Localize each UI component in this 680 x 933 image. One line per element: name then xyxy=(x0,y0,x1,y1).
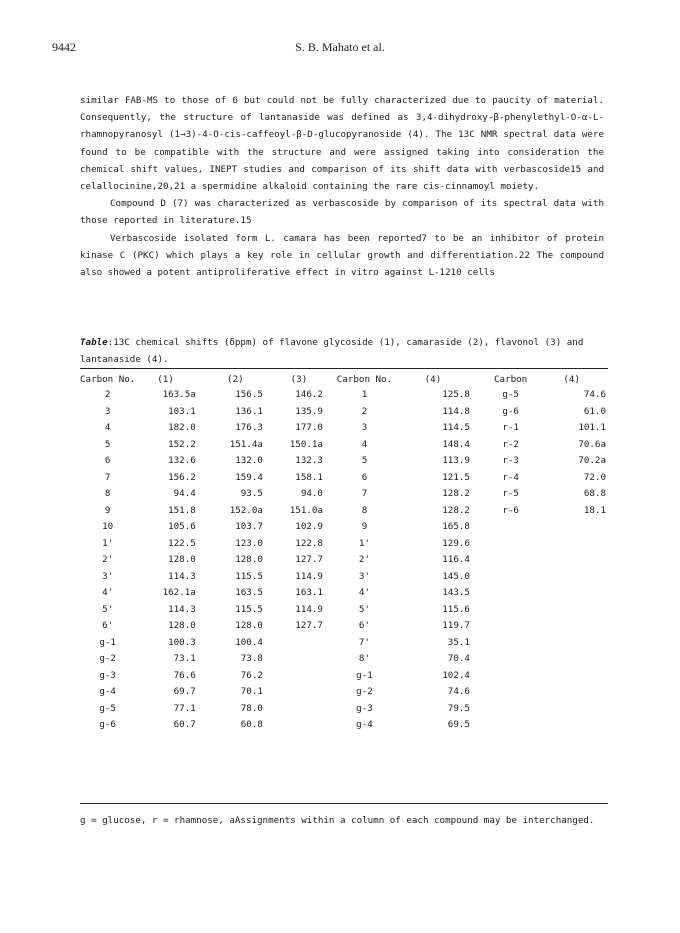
cell-carbon-a: 2' xyxy=(102,554,114,565)
page-header xyxy=(52,40,628,56)
cell-shift-2: 128.0 xyxy=(235,620,263,631)
cell-shift-2: 163.5 xyxy=(235,587,263,598)
cell-carbon-b: 8' xyxy=(358,653,370,664)
cell-shift-1: 128.0 xyxy=(168,620,196,631)
cell-shift-3: 127.7 xyxy=(295,620,323,631)
cell-shift-1: 114.3 xyxy=(168,570,196,582)
cell-carbon-a: g-1 xyxy=(99,636,116,648)
cell-shift-1: 156.2 xyxy=(168,471,196,483)
table-row xyxy=(80,684,608,701)
cell-shift-4b xyxy=(537,651,608,668)
cell-carbon-c: g-6 xyxy=(502,405,519,417)
cell-shift-1: 76.6 xyxy=(173,669,196,681)
cell-shift-4b xyxy=(537,585,608,602)
cell-carbon-a: 6' xyxy=(102,620,114,631)
cell-shift-2: 76.2 xyxy=(240,669,263,681)
cell-shift-2: 152.0a xyxy=(229,504,263,516)
table-top-rule xyxy=(80,368,608,369)
table-footnote: g = glucose, r = rhamnose, aAssignments within a column of each compound may be interchanged. xyxy=(80,815,595,826)
cell-carbon-b: 8 xyxy=(361,504,368,516)
cell-carbon-a: 3' xyxy=(102,570,114,582)
nmr-table xyxy=(80,373,608,734)
cell-carbon-b: 6 xyxy=(361,471,368,483)
table-caption xyxy=(80,334,610,368)
cell-carbon-b: 5 xyxy=(361,455,368,466)
cell-shift-2: 100.4 xyxy=(235,636,263,648)
cell-carbon-c: g-5 xyxy=(502,389,519,400)
cell-shift-3 xyxy=(275,717,333,734)
running-authors: S. B. Mahato et al. xyxy=(295,40,385,54)
cell-shift-3: 158.1 xyxy=(295,471,323,483)
cell-shift-1: 69.7 xyxy=(173,686,196,697)
cell-carbon-a: 6 xyxy=(104,455,111,466)
cell-carbon-c: r-4 xyxy=(502,471,519,483)
cell-shift-2: 128.0 xyxy=(235,554,263,565)
cell-shift-2: 93.5 xyxy=(240,488,263,499)
cell-carbon-c xyxy=(484,651,537,668)
cell-shift-4b xyxy=(537,701,608,718)
table-row xyxy=(80,717,608,734)
cell-carbon-b: g-1 xyxy=(356,669,373,681)
cell-shift-3: 163.1 xyxy=(295,587,323,598)
cell-carbon-b: 6' xyxy=(358,620,370,631)
cell-shift-3 xyxy=(275,668,333,685)
cell-shift-4b: 70.2a xyxy=(578,455,606,466)
cell-shift-3 xyxy=(275,701,333,718)
cell-shift-1: 122.5 xyxy=(168,537,196,549)
table-row xyxy=(80,404,608,421)
cell-shift-3 xyxy=(275,635,333,652)
cell-shift-4: 114.8 xyxy=(442,405,470,417)
cell-carbon-a: 10 xyxy=(102,521,114,532)
cell-carbon-a: 1' xyxy=(102,537,114,549)
cell-carbon-a: g-2 xyxy=(99,653,116,664)
cell-shift-4b xyxy=(537,569,608,586)
cell-carbon-a: 4' xyxy=(102,587,114,598)
cell-carbon-a: 9 xyxy=(104,504,111,516)
header-carbon-a: Carbon No. xyxy=(80,374,136,385)
table-row xyxy=(80,635,608,652)
cell-carbon-b: g-2 xyxy=(356,686,373,697)
table-row xyxy=(80,618,608,635)
table-row xyxy=(80,668,608,685)
cell-carbon-b: 5' xyxy=(358,603,370,615)
cell-shift-1: 152.2 xyxy=(168,438,196,450)
cell-shift-4b: 74.6 xyxy=(583,389,606,400)
cell-shift-4: 35.1 xyxy=(447,636,470,648)
cell-shift-1: 105.6 xyxy=(168,521,196,532)
cell-carbon-b: 2' xyxy=(358,554,370,565)
cell-carbon-a: g-3 xyxy=(99,669,116,681)
cell-shift-1: 162.1a xyxy=(162,587,196,598)
table-row xyxy=(80,519,608,536)
cell-shift-1: 128.0 xyxy=(168,554,196,565)
cell-carbon-c xyxy=(484,701,537,718)
cell-shift-4b xyxy=(537,684,608,701)
header-col-4b: (4) xyxy=(563,374,580,385)
cell-carbon-c: r-6 xyxy=(502,504,519,516)
cell-carbon-c: r-2 xyxy=(502,438,519,450)
cell-shift-2: 159.4 xyxy=(235,471,263,483)
cell-carbon-b: g-4 xyxy=(356,719,373,730)
cell-shift-4b xyxy=(537,618,608,635)
cell-shift-4: 79.5 xyxy=(447,702,470,714)
cell-carbon-a: 8 xyxy=(104,488,111,499)
cell-shift-4: 113.9 xyxy=(442,455,470,466)
cell-shift-3: 177.0 xyxy=(295,422,323,433)
cell-carbon-c xyxy=(484,602,537,619)
paragraph-1: similar FAB-MS to those of 6 but could not be fully characterized due to paucity of material. Consequently, the structure of lantanaside was defined as 3,4-dihydroxy-β-phenylethyl-O-α-L-rhamnopyranosyl (1→3)-4-O-cis-caffeoyl-β-D-glucopyranoside (4). The 13C NMR spectral data were found to be compatible with the structure and were assigned taking into consideration the chemical shift values, INEPT studies and comparison of its shift data with verbascoside15 and celallocinine,20,21 a spermidine alkaloid containing the rare cis-cinnamoyl moiety. xyxy=(80,95,604,193)
cell-shift-2: 78.0 xyxy=(240,702,263,714)
cell-shift-3 xyxy=(275,651,333,668)
cell-shift-1: 73.1 xyxy=(173,653,196,664)
table-row xyxy=(80,585,608,602)
cell-shift-4b xyxy=(537,519,608,536)
cell-carbon-c xyxy=(484,552,537,569)
page-number: 9442 xyxy=(52,40,76,54)
cell-shift-4b xyxy=(537,536,608,553)
cell-shift-3: 135.9 xyxy=(295,405,323,417)
header-col-3: (3) xyxy=(290,374,308,385)
cell-shift-2: 151.4a xyxy=(229,438,263,450)
cell-carbon-c xyxy=(484,585,537,602)
cell-carbon-c xyxy=(484,684,537,701)
cell-shift-4: 128.2 xyxy=(442,488,470,499)
cell-shift-2: 115.5 xyxy=(235,570,263,582)
cell-shift-4: 148.4 xyxy=(442,438,470,450)
cell-carbon-b: 4 xyxy=(361,438,368,450)
cell-shift-3: 94.0 xyxy=(300,488,323,499)
cell-shift-4b xyxy=(537,635,608,652)
cell-shift-3: 114.9 xyxy=(295,603,323,615)
cell-shift-2: 176.3 xyxy=(235,422,263,433)
cell-shift-4: 119.7 xyxy=(442,620,470,631)
cell-shift-2: 123.0 xyxy=(235,537,263,549)
cell-carbon-b: 3 xyxy=(361,422,368,433)
cell-carbon-b: 7 xyxy=(361,488,368,499)
cell-carbon-b: 1 xyxy=(361,389,368,400)
cell-carbon-a: 3 xyxy=(104,405,111,417)
cell-shift-4: 102.4 xyxy=(442,669,470,681)
cell-shift-4: 115.6 xyxy=(442,603,470,615)
cell-carbon-b: g-3 xyxy=(356,702,373,714)
cell-shift-1: 163.5a xyxy=(162,389,196,400)
table-row xyxy=(80,503,608,520)
cell-shift-1: 114.3 xyxy=(168,603,196,615)
cell-carbon-c xyxy=(484,717,537,734)
cell-carbon-b: 2 xyxy=(361,405,368,417)
cell-carbon-a: 5' xyxy=(102,603,114,615)
cell-shift-3: 127.7 xyxy=(295,554,323,565)
cell-shift-3: 151.0a xyxy=(289,504,323,516)
cell-carbon-a: 2 xyxy=(104,389,111,400)
cell-shift-1: 103.1 xyxy=(168,405,196,417)
table-header-row xyxy=(80,373,608,387)
table-row xyxy=(80,569,608,586)
cell-shift-3: 150.1a xyxy=(289,438,323,450)
cell-shift-4: 125.8 xyxy=(442,389,470,400)
cell-carbon-a: 7 xyxy=(104,471,111,483)
cell-carbon-a: g-6 xyxy=(99,719,116,730)
cell-shift-4b: 68.8 xyxy=(583,488,606,499)
table-row xyxy=(80,453,608,470)
cell-carbon-b: 1' xyxy=(358,537,370,549)
cell-shift-2: 103.7 xyxy=(235,521,263,532)
cell-shift-2: 73.8 xyxy=(240,653,263,664)
table-row xyxy=(80,552,608,569)
cell-carbon-b: 7' xyxy=(358,636,370,648)
cell-shift-3: 122.8 xyxy=(295,537,323,549)
table-row xyxy=(80,701,608,718)
cell-shift-1: 100.3 xyxy=(168,636,196,648)
cell-shift-4b: 18.1 xyxy=(583,504,606,516)
cell-carbon-c xyxy=(484,635,537,652)
cell-shift-1: 94.4 xyxy=(173,488,196,499)
cell-shift-4b: 72.0 xyxy=(583,471,606,483)
cell-shift-4b xyxy=(537,552,608,569)
header-carbon-c: Carbon xyxy=(494,374,528,385)
header-carbon-b: Carbon No. xyxy=(336,374,393,385)
cell-shift-4b: 70.6a xyxy=(578,438,606,450)
paragraph-2: Compound D (7) was characterized as verbascoside by comparison of its spectral data with those reported in literature.15 xyxy=(80,198,604,227)
cell-shift-2: 132.0 xyxy=(235,455,263,466)
header-col-4: (4) xyxy=(424,374,442,385)
cell-carbon-c: r-3 xyxy=(502,455,519,466)
cell-shift-2: 115.5 xyxy=(235,603,263,615)
cell-carbon-a: 4 xyxy=(104,422,111,433)
cell-shift-3: 102.9 xyxy=(295,521,323,532)
cell-shift-4: 143.5 xyxy=(442,587,470,598)
cell-carbon-a: 5 xyxy=(104,438,111,450)
cell-shift-1: 182.0 xyxy=(168,422,196,433)
cell-shift-4: 74.6 xyxy=(447,686,470,697)
cell-carbon-b: 9 xyxy=(361,521,368,532)
cell-carbon-a: g-4 xyxy=(99,686,116,697)
cell-shift-4: 70.4 xyxy=(447,653,470,664)
table-row xyxy=(80,486,608,503)
cell-shift-3: 114.9 xyxy=(295,570,323,582)
body-text xyxy=(80,92,604,281)
cell-shift-4: 145.0 xyxy=(442,570,470,582)
table-caption-text: :13C chemical shifts (δppm) of flavone glycoside (1), camaraside (2), flavonol (3) and lantanaside (4). xyxy=(80,337,584,365)
cell-shift-4: 116.4 xyxy=(442,554,470,565)
cell-shift-1: 132.6 xyxy=(168,455,196,466)
cell-carbon-c xyxy=(484,618,537,635)
cell-shift-4: 129.6 xyxy=(442,537,470,549)
cell-carbon-c: r-5 xyxy=(502,488,519,499)
table-row xyxy=(80,536,608,553)
cell-shift-2: 70.1 xyxy=(240,686,263,697)
cell-carbon-b: 3' xyxy=(358,570,370,582)
table-row xyxy=(80,651,608,668)
cell-shift-3 xyxy=(275,684,333,701)
table-row xyxy=(80,437,608,454)
cell-shift-4b xyxy=(537,668,608,685)
cell-shift-4b: 61.0 xyxy=(583,405,606,417)
cell-shift-2: 156.5 xyxy=(235,389,263,400)
cell-carbon-c: r-1 xyxy=(502,422,519,433)
cell-shift-3: 146.2 xyxy=(295,389,323,400)
cell-shift-4: 69.5 xyxy=(447,719,470,730)
cell-carbon-c xyxy=(484,536,537,553)
cell-shift-4: 165.8 xyxy=(442,521,470,532)
table-row xyxy=(80,387,608,404)
cell-shift-1: 60.7 xyxy=(173,719,196,730)
cell-shift-2: 60.8 xyxy=(240,719,263,730)
cell-shift-1: 77.1 xyxy=(173,702,196,714)
table-row xyxy=(80,420,608,437)
cell-carbon-c xyxy=(484,668,537,685)
table-label: Table xyxy=(80,337,108,348)
cell-shift-3: 132.3 xyxy=(295,455,323,466)
paragraph-3: Verbascoside isolated form L. camara has been reported7 to be an inhibitor of protein kinase C (PKC) which plays a key role in cellular growth and differentiation.22 The compound also showed a potent antiproliferative effect in vitro against L-1210 cells xyxy=(80,232,604,279)
cell-shift-1: 151.8 xyxy=(168,504,196,516)
cell-carbon-c xyxy=(484,519,537,536)
cell-carbon-a: g-5 xyxy=(99,702,116,714)
cell-shift-4b xyxy=(537,717,608,734)
cell-carbon-b: 4' xyxy=(358,587,370,598)
header-col-1: (1) xyxy=(157,374,174,385)
cell-shift-4: 128.2 xyxy=(442,504,470,516)
table-row xyxy=(80,602,608,619)
cell-shift-4: 114.5 xyxy=(442,422,470,433)
header-col-2: (2) xyxy=(227,374,244,385)
cell-carbon-c xyxy=(484,569,537,586)
cell-shift-4: 121.5 xyxy=(442,471,470,483)
table-body xyxy=(80,387,608,734)
cell-shift-4b: 101.1 xyxy=(578,422,606,433)
cell-shift-4b xyxy=(537,602,608,619)
table-bottom-rule xyxy=(80,803,608,804)
table-row xyxy=(80,470,608,487)
cell-shift-2: 136.1 xyxy=(235,405,263,417)
